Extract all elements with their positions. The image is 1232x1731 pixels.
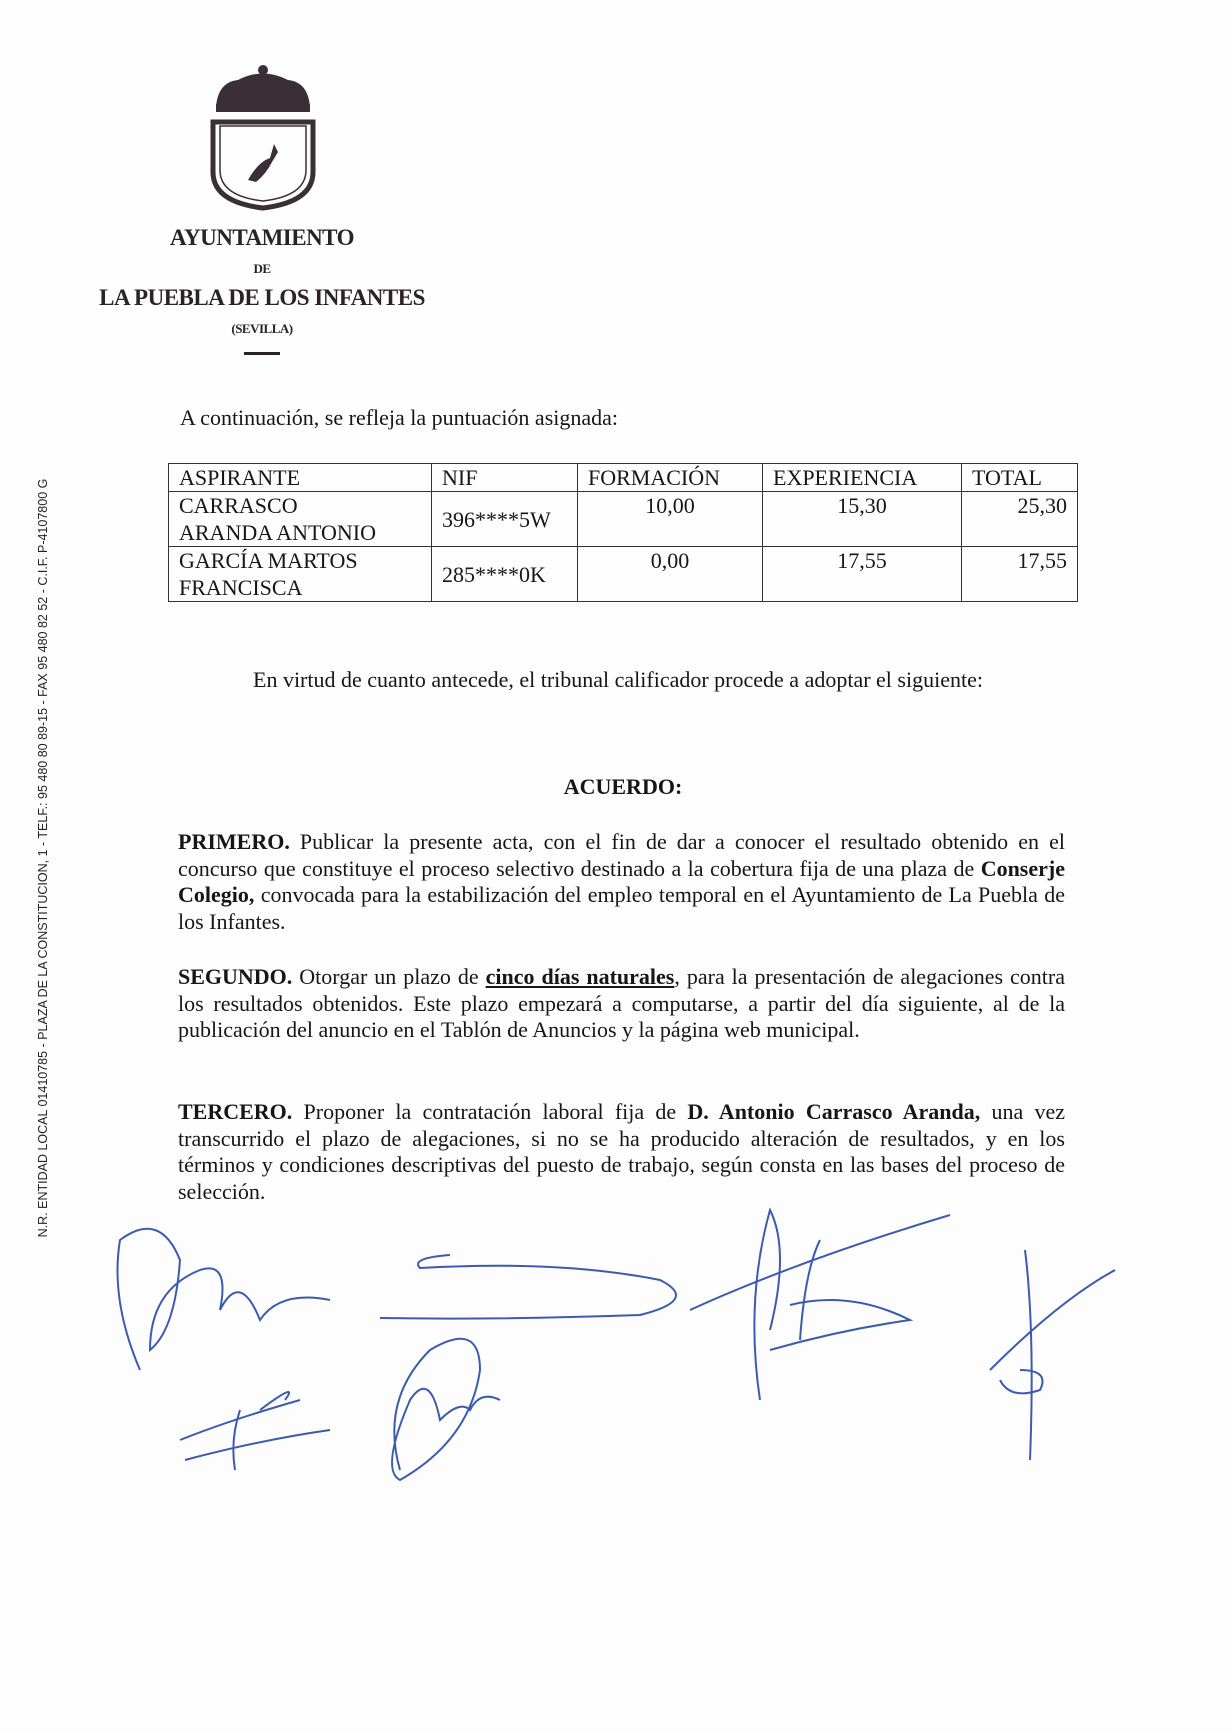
header-total: TOTAL [962, 464, 1078, 492]
cell-total: 17,55 [962, 547, 1078, 602]
name-line2: ARANDA ANTONIO [179, 520, 376, 545]
tercero-text2: una vez transcurrido el plazo de alegaciones, si no se ha producido alteración de resultados, y en los términos y condiciones descriptivas del puesto de trabajo, según consta en las bases del proceso de selección. [178, 1099, 1066, 1204]
cell-formacion: 0,00 [578, 547, 763, 602]
sidebar-contact-text: N.R. ENTIDAD LOCAL 01410785 - PLAZA DE LA CONSTITUCION, 1 - TELF.: 95 480 80 89-15 - FAX 95 480 82 52 - C.I.F. P-4107800 G [36, 478, 50, 1238]
segundo-text2: , para la presentación de alegaciones contra los resultados obtenidos. Este plazo empezará a computarse, a partir del día siguiente, al de la publicación del anuncio en el Tablón de Anuncios y la página web municipal. [178, 964, 1065, 1042]
segundo-bold: cinco días naturales [485, 964, 675, 989]
name-line1: GARCÍA MARTOS [179, 548, 358, 573]
letterhead-line1: AYUNTAMIENTO [170, 225, 354, 250]
tercero-text1: Proponer la contratación laboral fija de [292, 1099, 688, 1124]
primero-text2: convocada para la estabilización del empleo temporal en el Ayuntamiento de La Puebla de los Infantes. [178, 882, 1065, 934]
name-line2: FRANCISCA [179, 575, 303, 600]
tercero-bold: D. Antonio Carrasco Aranda, [687, 1099, 981, 1124]
cell-total: 25,30 [962, 492, 1078, 547]
tercero-label: TERCERO. [178, 1099, 293, 1124]
cell-nif: 285****0K [432, 547, 578, 602]
primero-label: PRIMERO. [178, 829, 290, 854]
signature-4 [392, 1339, 500, 1480]
signature-5 [690, 1210, 950, 1400]
segundo-label: SEGUNDO. [178, 964, 293, 989]
primero-bold: Conserje Colegio, [178, 855, 1065, 907]
letterhead-line4: (SEVILLA) [231, 321, 293, 336]
header-nif: NIF [432, 464, 578, 492]
header-aspirante: ASPIRANTE [169, 464, 432, 492]
signature-2 [180, 1392, 330, 1470]
acuerdo-heading: ACUERDO: [563, 774, 683, 799]
signature-1 [118, 1229, 331, 1370]
cell-experiencia: 17,55 [763, 547, 962, 602]
header-experiencia: EXPERIENCIA [763, 464, 962, 492]
primero-text1: Publicar la presente acta, con el fin de dar a conocer el resultado obtenido en el concurso que constituye el proceso selectivo destinado a la cobertura fija de una plaza de [178, 829, 1065, 881]
intro-text: A continuación, se refleja la puntuación asignada: [180, 405, 619, 430]
letterhead-line3: LA PUEBLA DE LOS INFANTES [99, 285, 425, 310]
letterhead-line2: DE [253, 261, 271, 276]
preamble-text: En virtud de cuanto antecede, el tribunal calificador procede a adoptar el siguiente: [253, 667, 983, 692]
segundo-text1: Otorgar un plazo de [292, 964, 486, 989]
cell-experiencia: 15,30 [763, 492, 962, 547]
signature-6 [990, 1250, 1115, 1460]
cell-nif: 396****5W [432, 492, 578, 547]
cell-formacion: 10,00 [578, 492, 763, 547]
name-line1: CARRASCO [179, 493, 298, 518]
signature-3 [380, 1255, 676, 1319]
header-formacion: FORMACIÓN [578, 464, 763, 492]
